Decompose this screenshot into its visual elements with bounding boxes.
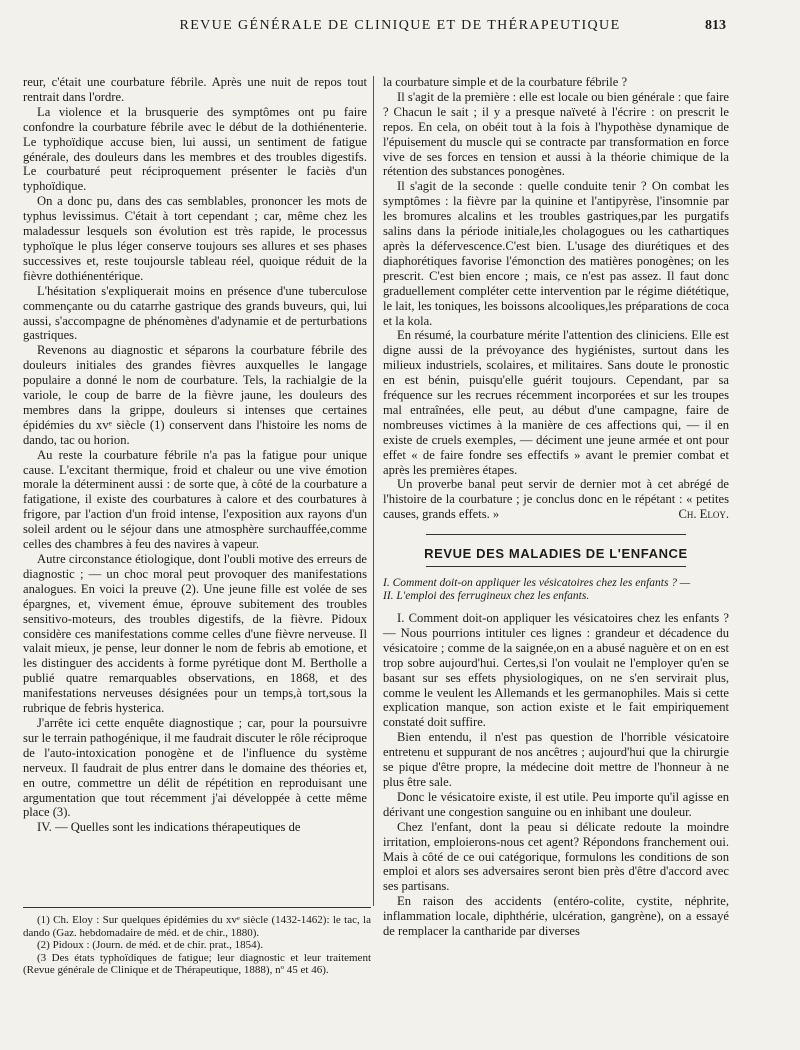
footnote: (2) Pidoux : (Journ. de méd. et de chir. prat., 1854). [37,939,264,952]
page-number: 813 [705,18,726,33]
section-rule [426,534,686,535]
paragraph: Au reste la courbature fébrile n'a pas la fatigue pour unique cause. L'excitant thermique, froid et chaleur ou une vive émotion morale la déterminent aussi : de sorte que, à côté de la courbature a fatigatione, il existe des courbatures à calore et des courbatures à frigore, par l'action d'un froid intense, l'exposition aux rayons d'un soleil ardent ou le séjour dans une atmosphère surchauffée,comme celles des chambres à feu des navires à vapeur. [23,447,367,552]
section-title: REVUE DES MALADIES DE L'ENFANCE [424,546,688,562]
paragraph: En résumé, la courbature mérite l'attention des cliniciens. Elle est digne aussi de la prévoyance des hygiénistes, surtout dans les milieux industriels, scolaires, et militaires. Sans doute le pronostic en est bénin, puisqu'elle guérit toujours. Cependant, par sa fréquence sur les recrues récemment incorporées et sur les troupes mal entraînées, elle peut, au début d'une campagne, faire de nombreuses victimes à la manière de ces affections qui, — il en existe de cruels exemples, — déciment une jeune armée et ont pour effet « de faire fondre ses effectifs » avant le premier combat et après les premières étapes. [383,328,729,477]
footnote: (1) Ch. Eloy : Sur quelques épidémies du xvᵉ siècle (1432-1462): le tac, la dando (Gaz. hebdomadaire de méd. et de chir., 1880). [23,914,371,939]
paragraph: J'arrête ici cette enquête diagnostique ; car, pour la poursuivre sur le terrain pathogénique, il me faudrait discuter le rôle réciproque de l'auto-intoxication ponogène et de l'influence du système nerveux. Il faudrait de plus entrer dans le domaine des théories et, en outre, commettre un délit de répétition en reproduisant une argumentation que tout récemment j'ai développée à cette même place (3). [23,715,367,820]
paragraph: La violence et la brusquerie des symptômes ont pu faire confondre la courbature fébrile avec le début de la dothiénenterie. Le typhoïdique accuse bien, lui aussi, un sentiment de fatigue générale, des douleurs dans les membres et des troubles digestifs. Le courbaturé peut réciproquement présenter le faciès d'un typhoïdique. [23,104,367,194]
paragraph: Donc le vésicatoire existe, il est utile. Peu importe qu'il agisse en dérivant une congestion sanguine ou en inhibant une douleur. [383,789,729,819]
section-toc [383,577,729,603]
page-header [0,18,800,38]
paragraph: Il s'agit de la seconde : quelle conduite tenir ? On combat les symptômes : la fièvre par la quinine et l'antipyrèse, l'insomnie par les bromures alcalins et les troubles gastriques,par les purgatifs salins dans la période initiale,les cholagogues ou les cathartiques après la défervescence.C'est bien. L'usage des diurétiques et des diaphorétiques favorise l'émonction des matières ponogènes; on les prescrit. C'est bien encore ; mais, ce n'est pas assez. Il faut donc graduellement compléter cette intervention par le régime diététique, le lait, les toniques, les boissons alcooliques,les préparations de coca et la kola. [383,179,729,328]
paragraph: la courbature simple et de la courbature fébrile ? [383,75,628,89]
paragraph: Chez l'enfant, dont la peau si délicate redoute la moindre irritation, emploierons-nous cet agent? Répondons franchement oui. Mais à côté de ce oui catégorique, formulons les conditions de son emploi et alors ses adversaires seront bien près d'être d'accord avec ses partisans. [383,819,729,894]
section-rule [426,566,686,567]
footnote-rule [23,907,371,908]
paragraph: Autre circonstance étiologique, dont l'oubli motive des erreurs de diagnostic ; — un choc moral peut provoquer des manifestations analogues. En voici la preuve (2). Une jeune fille est volée de ses épargnes, et, vivement émue, éprouve subitement des troubles sensitivo-moteurs, des troubles digestifs, de la fièvre. Pidoux considère ces manifestations comme celles d'une fièvre nerveuse. Il valait mieux, je pense, leur donner le nom de febris ab emotione, et les distinguer des accidents à forme pyrétique dont M. Bertholle a publié quatre remarquables observations, en 1868, et des manifestations nerveuses désignées pour un temps,à tort,sous la rubrique de febris hysterica. [23,552,367,716]
paragraph: reur, c'était une courbature fébrile. Après une nuit de repos tout rentrait dans l'ordre. [23,75,367,104]
paragraph: Revenons au diagnostic et séparons la courbature fébrile des douleurs initiales des grandes fièvres auxquelles le langage populaire a donné le nom de courbature. Tels, la rachialgie de la variole, le coup de barre de la fièvre jaune, les douleurs des membres dans la grippe, douleurs si intenses que certaines épidémies du xvᵉ siècle (1) conservent dans l'histoire les noms de dando, tac ou horion. [23,343,367,447]
footnotes [23,914,371,977]
paragraph: Bien entendu, il n'est pas question de l'horrible vésicatoire entretenu et suppurant de nos ancêtres ; aujourd'hui que la chirurgie se pique d'être propre, la médecine doit mettre de l'honneur à ne plus être sale. [383,730,729,789]
paragraph: IV. — Quelles sont les indications thérapeutiques de [37,820,301,835]
paragraph: L'hésitation s'expliquerait moins en présence d'une tuberculose commençante ou du catarrhe gastrique des grands buveurs, qui, lui aussi, s'accompagne de phénomènes d'adynamie et de perturbations gastriques. [23,283,367,343]
toc-item: II. L'emploi des ferrugineux chez les enfants. [383,590,590,602]
paragraph: Il s'agit de la première : elle est locale ou bien générale : que faire ? Chacun le sait ; il y a presque naïveté à l'écrire : on prescrit le repos. En cela, on obéit tout à la fois à l'hypothèse dynamique de l'épuisement du muscle qui se contracte par transformation en force vive de ses forces en tension et aussi à la théorie chimique de la rétention des substances ponogènes. [383,89,729,179]
running-title: REVUE GÉNÉRALE DE CLINIQUE ET DE THÉRAPEUTIQUE [179,18,621,33]
right-column [383,75,729,939]
paragraph: I. Comment doit-on appliquer les vésicatoires chez les enfants ? — Nous pourrions intituler ces lignes : grandeur et décadence du vésicatoire ; comme de la saignée,on en a abusé naguère et on en est trop sobre aujourd'hui. Certes,si l'on voulait ne l'employer qu'en se basant sur ses effets physiologiques, on ne s'en servirait plus, comme le veulent les Allemands et les germanophiles. Mais si cette explication manque, son action existe et le fait empiriquement constaté doit suffire. [383,611,729,730]
paragraph: Un proverbe banal peut servir de dernier mot à cet abrégé de l'histoire de la courbature ; je conclus donc en le répétant : « petites causes, grands effets. » [383,477,729,522]
signature: Ch. Eloy. [678,507,729,522]
paragraph: En raison des accidents (entéro-colite, cystite, néphrite, inflammation locale, diphthérie, ulcération, gangrène), on a essayé de remplacer la cantharide par diverses [383,894,729,939]
footnote: (3 Des états typhoïdiques de fatigue; leur diagnostic et leur traitement (Revue générale de Clinique et de Thérapeutique, 1888), nº 45 et 46). [23,951,371,977]
column-divider [373,76,374,906]
paragraph: On a donc pu, dans des cas semblables, prononcer les mots de typhus levissimus. C'était à tort cependant ; car, même chez les maladessur lesquels son évolution est très rapide, le processus typhoïque le plus léger conserve toujours ses allures et ses phases successives et, reste toujoursle tableau réel, quoique réduit de la fièvre dothiénentérique. [23,194,367,283]
toc-item: I. Comment doit-on appliquer les vésicatoires chez les enfants ? — [383,577,691,589]
left-column [23,75,367,835]
